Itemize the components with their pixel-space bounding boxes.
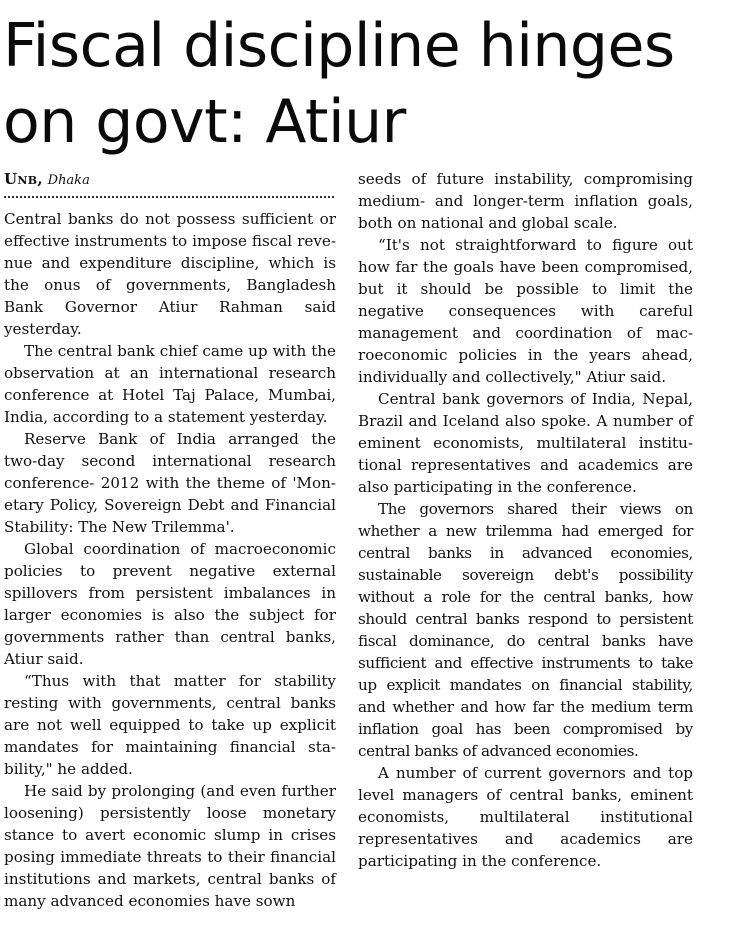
byline-agency: Unb, — [4, 170, 43, 188]
paragraph: seeds of future instability, compromising medium- and longer-term inflation goals, both on national and global scale. — [358, 170, 693, 232]
paragraph: Global coordination of macroeconomic policies to prevent negative external spillovers from persistent imbalances in larger economies is also the subject for governments rather than central banks, Atiur said. — [4, 540, 336, 668]
paragraph: “It's not straightforward to figure out how far the goals have been compromised, but it should be possible to limit the negative consequences with careful management and coordination of macroeconomic policies in the years ahead, individually and collectively," Atiur said. — [358, 236, 693, 386]
dotted-divider — [4, 196, 334, 198]
column-right — [358, 168, 693, 872]
byline-city: Dhaka — [47, 173, 90, 188]
paragraph: “Thus with that matter for stability resting with governments, central banks are not well equipped to take up explicit mandates for maintaining financial stability," he added. — [4, 672, 336, 778]
paragraph: A number of current governors and top level managers of central banks, eminent economists, multilateral institutional representatives and academics are participating in the conference. — [358, 764, 693, 870]
paragraph: Reserve Bank of India arranged the two-day second international research conference- 2012 with the theme of 'Monetary Policy, Sovereign Debt and Financial Stability: The New Trilemma'. — [4, 430, 336, 536]
paragraph: The governors shared their views on whether a new trilemma had emerged for central banks in advanced economies, sustainable sovereign debt's possibility without a role for the central banks, how should central banks respond to persistent fiscal dominance, do central banks have sufficient and effective instruments to take up explicit mandates on financial stability, and whether and how far the medium term inflation goal has been compromised by central banks of advanced economies. — [358, 500, 693, 760]
headline: Fiscal discipline hinges on govt: Atiur — [3, 11, 675, 157]
column-left — [4, 168, 336, 912]
paragraph: He said by prolonging (and even further loosening) persistently loose monetary stance to avert economic slump in crises posing immediate threats to their financial institutions and markets, central banks of many advanced economies have sown — [4, 782, 336, 910]
paragraph: Central banks do not possess sufficient or effective instruments to impose fiscal revenue and expenditure discipline, which is the onus of governments, Bangladesh Bank Governor Atiur Rahman said yesterday. — [4, 210, 336, 338]
byline — [4, 168, 336, 192]
paragraph: The central bank chief came up with the observation at an international research conference at Hotel Taj Palace, Mumbai, India, according to a statement yesterday. — [4, 342, 336, 426]
paragraph: Central bank governors of India, Nepal, Brazil and Iceland also spoke. A number of eminent economists, multilateral institutional representatives and academics are also participating in the conference. — [358, 390, 693, 496]
